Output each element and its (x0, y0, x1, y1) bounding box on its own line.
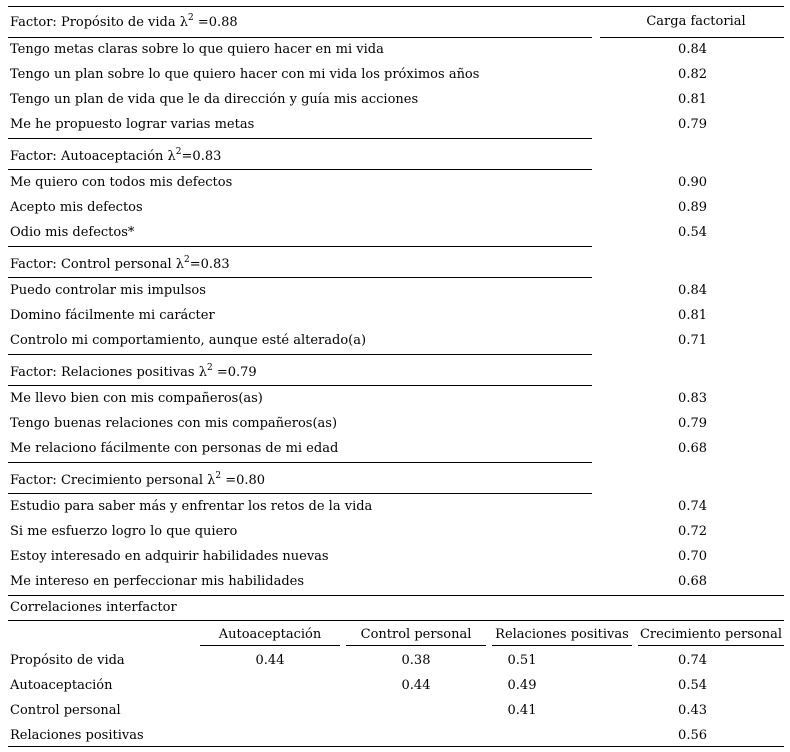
corr-header-rule (200, 645, 340, 646)
section-rule (8, 620, 784, 621)
item-loading: 0.72 (678, 524, 707, 539)
factor-rule (8, 138, 592, 139)
item-text: Me intereso en perfeccionar mis habilidades (10, 574, 305, 589)
item-loading: 0.81 (678, 308, 707, 323)
corr-row-label: Relaciones positivas (10, 728, 144, 743)
corr-value: 0.51 (507, 653, 537, 668)
corr-column-header: Crecimiento personal (639, 627, 783, 642)
correlations-title: Correlaciones interfactor (10, 600, 177, 615)
item-loading: 0.82 (678, 67, 707, 82)
factor-rule (8, 246, 592, 247)
factor-title: Factor: Relaciones positivas $\lambda^2 =0.79$ (10, 362, 257, 380)
item-text: Me quiero con todos mis defectos (10, 175, 233, 190)
corr-row-label: Autoaceptación (10, 678, 113, 693)
item-loading: 0.70 (678, 549, 707, 564)
item-text: Me llevo bien con mis compañeros(as) (10, 391, 263, 406)
corr-value: 0.43 (678, 703, 707, 718)
item-loading: 0.54 (678, 225, 707, 240)
corr-header-rule (346, 645, 486, 646)
factor-rule (8, 169, 592, 170)
loading-column-header: Carga factorial (646, 14, 746, 29)
factor-title: Factor: Propósito de vida $\lambda^2 =0.88$ (10, 12, 238, 30)
corr-row-label: Propósito de vida (10, 653, 125, 668)
header-rule (600, 37, 784, 38)
bottom-rule (8, 746, 784, 747)
factor-loadings-table (8, 0, 784, 752)
item-loading: 0.84 (678, 42, 707, 57)
item-text: Me relaciono fácilmente con personas de mi edad (10, 441, 339, 456)
corr-header-rule (492, 645, 632, 646)
item-text: Si me esfuerzo logro lo que quiero (10, 524, 238, 539)
item-text: Puedo controlar mis impulsos (10, 283, 206, 298)
item-text: Controlo mi comportamiento, aunque esté alterado(a) (10, 333, 367, 348)
factor-rule (8, 493, 592, 494)
item-text: Tengo metas claras sobre lo que quiero hacer en mi vida (10, 42, 384, 57)
corr-value: 0.56 (678, 728, 707, 743)
corr-value: 0.44 (401, 678, 431, 693)
factor-rule (8, 354, 592, 355)
item-text: Tengo un plan sobre lo que quiero hacer con mi vida los próximos años (10, 67, 480, 82)
corr-value: 0.49 (507, 678, 537, 693)
corr-value: 0.44 (255, 653, 285, 668)
factor-rule (8, 385, 592, 386)
item-loading: 0.79 (678, 117, 707, 132)
item-loading: 0.68 (678, 441, 707, 456)
item-loading: 0.84 (678, 283, 707, 298)
item-text: Odio mis defectos* (10, 225, 135, 240)
corr-row-label: Control personal (10, 703, 121, 718)
item-loading: 0.90 (678, 175, 707, 190)
item-text: Estoy interesado en adquirir habilidades nuevas (10, 549, 329, 564)
item-text: Acepto mis defectos (10, 200, 143, 215)
factor-title: Factor: Autoaceptación $\lambda^2=0.83$ (10, 146, 222, 164)
item-text: Me he propuesto lograr varias metas (10, 117, 255, 132)
corr-value: 0.74 (678, 653, 707, 668)
item-loading: 0.68 (678, 574, 707, 589)
corr-column-header: Control personal (360, 627, 472, 642)
item-loading: 0.79 (678, 416, 707, 431)
factor-title: Factor: Crecimiento personal $\lambda^2 =0.80$ (10, 470, 266, 488)
corr-value: 0.41 (507, 703, 537, 718)
item-text: Tengo buenas relaciones con mis compañeros(as) (10, 416, 338, 431)
item-loading: 0.81 (678, 92, 707, 107)
corr-column-header: Relaciones positivas (495, 627, 629, 642)
corr-header-rule (638, 645, 784, 646)
factor-rule (8, 462, 592, 463)
factor-rule (8, 277, 592, 278)
factor-title: Factor: Control personal $\lambda^2=0.83$ (10, 254, 230, 272)
item-text: Tengo un plan de vida que le da dirección y guía mis acciones (10, 92, 419, 107)
item-loading: 0.74 (678, 499, 707, 514)
section-rule (8, 595, 784, 596)
item-loading: 0.71 (678, 333, 707, 348)
corr-value: 0.38 (401, 653, 431, 668)
top-rule (8, 6, 784, 7)
item-text: Estudio para saber más y enfrentar los retos de la vida (10, 499, 373, 514)
corr-column-header: Autoaceptación (218, 627, 322, 642)
item-loading: 0.89 (678, 200, 707, 215)
corr-value: 0.54 (678, 678, 707, 693)
factor-rule (8, 37, 592, 38)
item-loading: 0.83 (678, 391, 707, 406)
item-text: Domino fácilmente mi carácter (10, 308, 215, 323)
